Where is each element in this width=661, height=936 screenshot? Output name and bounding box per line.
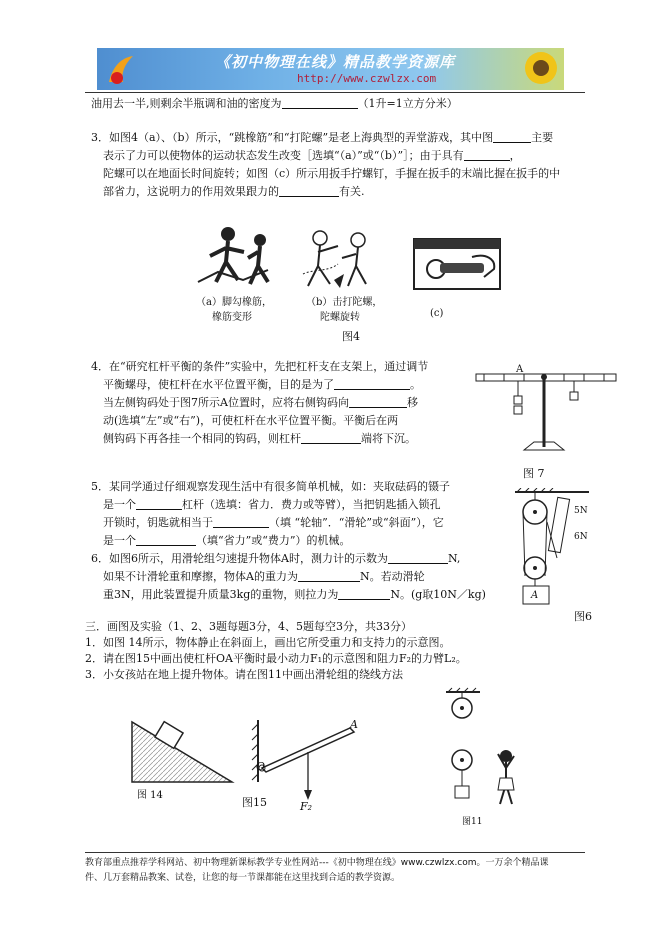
fig15-label-f2: F₂ (300, 800, 313, 813)
q4-line-3: 当左侧钩码处于图7所示A位置时，应将右侧钩码向 移 (103, 396, 418, 409)
drawing-q3: 3．小女孩站在地上提升物体。请在图11中画出滑轮组的绕线方法 (85, 668, 403, 681)
fig11-pulley-girl-diagram (440, 686, 550, 816)
answer-blank[interactable] (301, 431, 361, 444)
text-line-0: 油用去一半,则剩余半瓶调和油的密度为 （1升=1立方分米） (91, 97, 458, 110)
footer-line-1: 教育部重点推荐学科网站、初中物理新课标教学专业性网站---《初中物理在线》www.czwlzx.com。一万余个精品课 (85, 858, 549, 868)
q5-line-1: 5．某同学通过仔细观察发现生活中有很多简单机械，如：夹取砝码的镊子 (91, 480, 450, 493)
answer-blank[interactable] (282, 96, 358, 109)
q4-line-5: 侧钩码下再各挂一个相同的钩码，则杠杆 端将下沉。 (103, 432, 416, 445)
q5-line-4: 是一个 （填“省力”或“费力”）的机械。 (103, 534, 351, 547)
fig7-label-a: A (516, 364, 524, 375)
footer-line-2: 件、几万套精品教案、试卷，让您的每一节课都能在这里找到合适的教学资源。 (85, 873, 401, 883)
fig7-caption: 图 7 (523, 467, 545, 480)
fig15-label-a: A (350, 718, 358, 731)
answer-blank[interactable] (136, 497, 182, 510)
drawing-q2: 2．请在图15中画出使杠杆OA平衡时最小动力F₁的示意图和阻力F₂的力臂L₂。 (85, 652, 467, 665)
fig4c-wrench-illustration (410, 235, 505, 295)
answer-blank[interactable] (334, 377, 410, 390)
sunflower-icon (517, 48, 564, 90)
header-url[interactable]: http://www.czwlzx.com (297, 72, 437, 85)
q3-line-2: 表示了力可以使物体的运动状态发生改变［选填“（a）”或“（b）”］；由于具有 ， (103, 149, 521, 162)
q3-line-1: 3．如图4（a）、（b）所示，“跳橡筋”和“打陀螺”是老上海典型的弄堂游戏，其中图 主要 (91, 131, 554, 144)
answer-blank[interactable] (493, 130, 531, 143)
section-3-heading: 三．画图及实验（1、2、3题每题3分，4、5题每空3分，共33分） (85, 620, 412, 633)
site-logo (103, 52, 143, 86)
header-banner (97, 48, 564, 90)
q4-line-4: 动(选填“左”或“右”)，可使杠杆在水平位置平衡。平衡后在两 (103, 414, 399, 427)
fig11-caption: 图11 (462, 817, 483, 827)
q5-line-2: 是一个 杠杆（选填：省力．费力或等臂），当把钥匙插入锁孔 (103, 498, 441, 511)
answer-blank[interactable] (338, 587, 390, 600)
answer-blank[interactable] (279, 184, 339, 197)
q4-line-2: 平衡螺母，使杠杆在水平位置平衡，目的是为了 。 (103, 378, 421, 391)
fig4b-caption-1: （b）击打陀螺， (306, 297, 383, 308)
fig4c-caption: (c) (430, 308, 444, 319)
q4-line-1: 4．在“研究杠杆平衡的条件”实验中，先把杠杆支在支架上，通过调节 (91, 360, 429, 373)
drawing-q1: 1．如图 14所示，物体静止在斜面上，画出它所受重力和支持力的示意图。 (85, 636, 451, 649)
fig4b-spinning-top-illustration (298, 224, 380, 294)
answer-blank[interactable] (136, 533, 196, 546)
fig15-label-o: O (256, 760, 266, 773)
fig15-caption: 图15 (242, 796, 267, 809)
fig4a-caption-1: （a）脚勾橡筋， (196, 297, 272, 308)
q6-line-3: 重3N，用此装置提升质量3kg的重物，则拉力为 N。(g取10N／kg) (103, 588, 486, 601)
q6-line-2: 如果不计滑轮重和摩擦，物体A的重力为 N。若动滑轮 (103, 570, 425, 583)
fig6-caption: 图6 (574, 610, 592, 623)
q3-line-4: 部省力，这说明力的作用效果跟力的 有关. (103, 185, 365, 198)
footer-rule (85, 852, 585, 853)
fig6-scale-6n: 6N (574, 532, 588, 542)
header-rule (85, 92, 585, 93)
fig6-scale-5n: 5N (574, 506, 588, 516)
fig4a-caption-2: 橡筋变形 (212, 312, 252, 323)
answer-blank[interactable] (298, 569, 360, 582)
footer (85, 856, 585, 886)
fig4-caption: 图4 (342, 330, 360, 343)
fig7-lever-diagram (474, 362, 624, 462)
q3-line-3: 陀螺可以在地面长时间旋转；如图（c）所示用扳手拧螺钉，手握在扳手的末端比握在扳手的中 (103, 167, 561, 180)
fig4a-jump-rope-illustration (188, 222, 278, 294)
answer-blank[interactable] (464, 148, 510, 161)
fig6-label-a: A (531, 590, 539, 601)
answer-blank[interactable] (349, 395, 407, 408)
header-title: 《初中物理在线》精品教学资源库 (215, 53, 456, 71)
fig14-caption: 图 14 (137, 790, 163, 801)
fig14-incline-diagram (128, 712, 238, 788)
answer-blank[interactable] (388, 551, 448, 564)
q5-line-3: 开锁时，钥匙就相当于 （填 “轮轴”．“滑轮”或“斜面”），它 (103, 516, 444, 529)
answer-blank[interactable] (213, 515, 269, 528)
fig4b-caption-2: 陀螺旋转 (320, 312, 360, 323)
q6-line-1: 6．如图6所示，用滑轮组匀速提升物体A时，测力计的示数为 N, (91, 552, 461, 565)
